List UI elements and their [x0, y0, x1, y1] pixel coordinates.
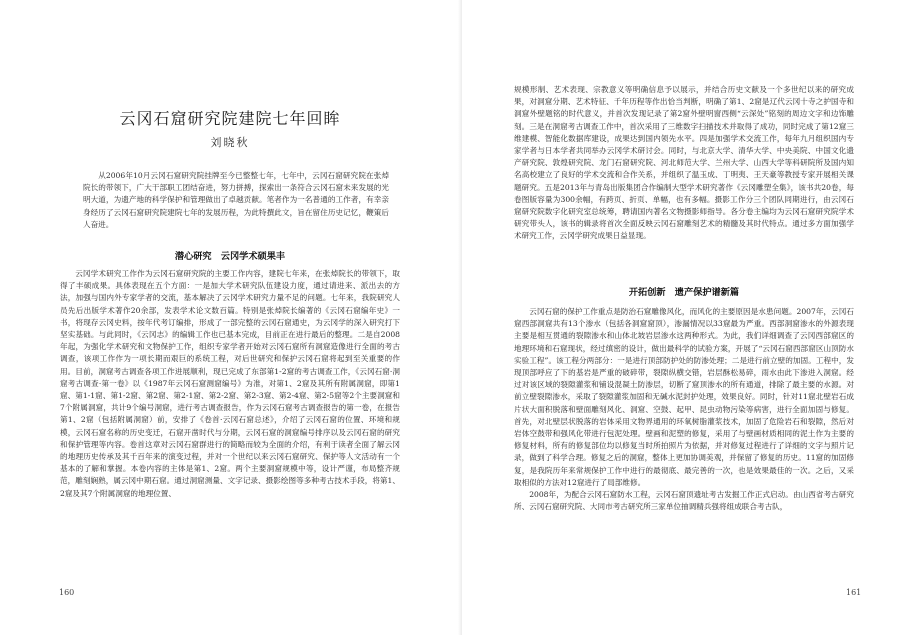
author-name: 刘晓秋 — [210, 136, 250, 149]
right-continued-text — [514, 84, 854, 243]
body-paragraph: 规模形制、艺术表现、宗教意义等明确信息予以展示，并结合历史文献及一个多世纪以来的研究成果，对洞窟分期、艺术特征、千年历程等作出恰当判断，明确了第1、2窟是辽代云冈十寺之护国寺和洞窟外壁题铭的时代意义，并首次发现记录了第2窟外壁明窗西侧“云深处”铭刻的周边文字和边饰雕刻。三是在洞窟考古调查工作中，首次采用了三维数字扫描技术并取得了成功，同时完成了第12窟三维建模、智能化数据库建设，成果达到国内领先水平。四是加强学术交流工作，每年九月组织国内专家学者与日本学者共同举办云冈学术研讨会。同时，与北京大学、清华大学、中央美院、中国文化遗产研究院、敦煌研究院、龙门石窟研究院、河北师范大学、兰州大学、山西大学等科研院所及国内知名高校建立了良好的学术交流和合作关系，并组织了温玉成、丁明夷、王天豪等教授专家开展相关课题研究。五是2013年与青岛出版集团合作编制大型学术研究著作《云冈雕塑全集》，该书共20卷，每卷图版容量为300余幅，有跨页、折页、单幅，也有多幅。摄影工作分三个团队同期进行，由云冈石窟研究院数字化研究室总统筹，聘请国内著名文物摄影师指导。各分卷主编均为云冈石窟研究院学术研究带头人，该书的辑录将首次全面反映云冈石窟雕刻艺术的精髓及其时代特点。通过多方面加强学术研究工作，云冈学研究成果日益显现。 — [514, 85, 854, 241]
article-title: 云冈石窟研究院建院七年回眸 — [119, 109, 341, 128]
left-body-text — [60, 268, 400, 500]
section-heading-conservation: 开拓创新 遗产保护谱新篇 — [628, 287, 740, 298]
abstract — [83, 170, 389, 231]
abstract-paragraph: 从2006年10月云冈石窟研究院挂牌至今已整整七年，七年中，云冈石窟研究院在张焯院长的带领下，广大干部职工团结奋进，努力拼搏，探索出一条符合云冈石窟未来发展的光明大道，为遗产地的科学保护和管理做出了卓越贡献。笔者作为一名普通的工作者，有幸亲身经历了云冈石窟研究院建院七年的发展历程，为此特撰此文，旨在留住历史记忆，鞭策后人奋进。 — [83, 171, 389, 229]
page-number-right: 161 — [846, 588, 862, 597]
right-body-text — [514, 306, 854, 513]
page-number-left: 160 — [59, 588, 75, 597]
body-paragraph: 云冈石窟的保护工作重点是防治石窟雕像风化，而风化的主要原因是水患问题。2007年，云冈石窟西部洞窟共有13个渗水（包括各洞窟窟顶），渗漏情况以33窟最为严重。西部洞窟渗水的外源表现主要是相互贯通的裂隙渗水和山体北坡岩层渗水这两种形式。为此，我们详细调查了云冈西部窟区的地理环境和石窟现状，经过缜密的设计，做出最科学的试验方案，开展了“云冈石窟西部窟区山顶防水实验工程”。该工程分两部分：一是进行顶部防护处的防渗处理；二是进行前立壁的加固。工程中，发现顶部呼应了下的基岩是严重的破碎带，裂隙纵横交错，岩层酥松易碎，雨水由此下渗进入洞窟。经过对该区域的裂隙灌浆和铺设混凝土防渗层，切断了窟顶渗水的所有通道，排除了最主要的水源。对前立壁裂隙渗水，采取了裂隙灌浆加固和无碱水泥封护处理，效果良好。同时，针对11窟北壁岩石成片状大面积脱落和壁面雕刻风化、洞窟、空鼓、起甲、昆虫动物污染等病害，进行全面加固与修复。首先，对北壁层状脱落的岩体采用文物界通用的环氧树脂灌浆技术，加固了危险岩石和裂隙，然后对岩体空鼓带和强风化带进行包泥处理。壁画和泥塑的修复，采用了与壁画材质相同的泥土作为主要的修复材料，所有的修复部位均以修复当时所拍照片为依据，并对修复过程进行了详细的文字与照片记录，做到了科学合理。修复之后的洞窟，整体上更加协调美观，并保留了修复的历史。11窟的加固修复，是我院历年来常规保护工作中进行的最彻底、最完善的一次，也是效果最佳的一次。之后，又采取相似的方法对12窟进行了局部维修。 — [514, 307, 854, 487]
body-paragraph: 云冈学术研究工作作为云冈石窟研究院的主要工作内容，建院七年来，在张焯院长的带领下，取得了丰硕成果。具体表现在五个方面：一是加大学术研究队伍建设力度，通过请进来、派出去的方法，加强与国内外专家学者的交流，基本解决了云冈学术研究力量不足的问题。七年来，我院研究人员先后出版学术著作20余部，发表学术论文数百篇。特别是张焯院长编著的《云冈石窟编年史》一书，将现存云冈史料，按年代考订编排，形成了一部完整的云冈石窟通史，为云冈学的深入研究打下坚实基础。与此同时，《云冈志》的编辑工作也已基本完成，目前正在进行最后的整理。二是自2008年起，为强化学术研究和文物保护工作，组织专家学者开始对云冈石窟所有洞窟造像进行全面的考古调查，该项工作作为一项长期而艰巨的系统工程，对后世研究和保护云冈石窟将起到至关重要的作用。目前，洞窟考古调查各项工作进展顺利，现已完成了东部第1-2窟的考古调查工作，《云冈石窟·洞窟考古调查·第一卷》以《1987年云冈石窟测窟编号》为准，对第1、2窟及其所有附属洞窟，即第1窟、第1-1窟、第1-2窟、第2窟、第2-1窟、第2-2窟、第2-3窟、第2-4窟、第2-5窟等2个主要洞窟和7个附属洞窟，共计9个编号洞窟，进行考古调查报告，作为云冈石窟考古调查报告的第一卷，在报告第1、2窟（包括附属洞窟）前，安排了《卷首·云冈石窟总述》，介绍了云冈石窟的位置、环境和规模，云冈石窟名称的历史变迁，石窟开凿时代与分期，云冈石窟的洞窟编号排序以及云冈石窟的研究和保护管理等内容。卷首这章对云冈石窟群进行的简略而较为全面的介绍，有利于读者全面了解云冈的地理历史传承及其千百年来的演变过程，并对一个世纪以来云冈石窟研究、保护等人文活动有一个基本的了解和掌握。本卷内容的主体是第1、2窟。两个主要洞窟规模中等，设计严谨，布局整齐规范，雕刻娴熟，属云冈中期石窟。通过洞窟测量、文字记录、摄影绘图等多种考古技术手段，将第1、2窟及其7个附属洞窟的地理位置、 — [60, 269, 400, 498]
body-paragraph: 2008年，为配合云冈石窟防水工程，云冈石窟顶遗址考古发掘工作正式启动。由山西省考古研究所、云冈石窟研究院、大同市考古研究所三家单位抽调精兵强将组成联合考古队， — [514, 490, 854, 512]
right-page — [462, 0, 924, 635]
section-heading-research: 潜心研究 云冈学术硕果丰 — [174, 251, 286, 262]
